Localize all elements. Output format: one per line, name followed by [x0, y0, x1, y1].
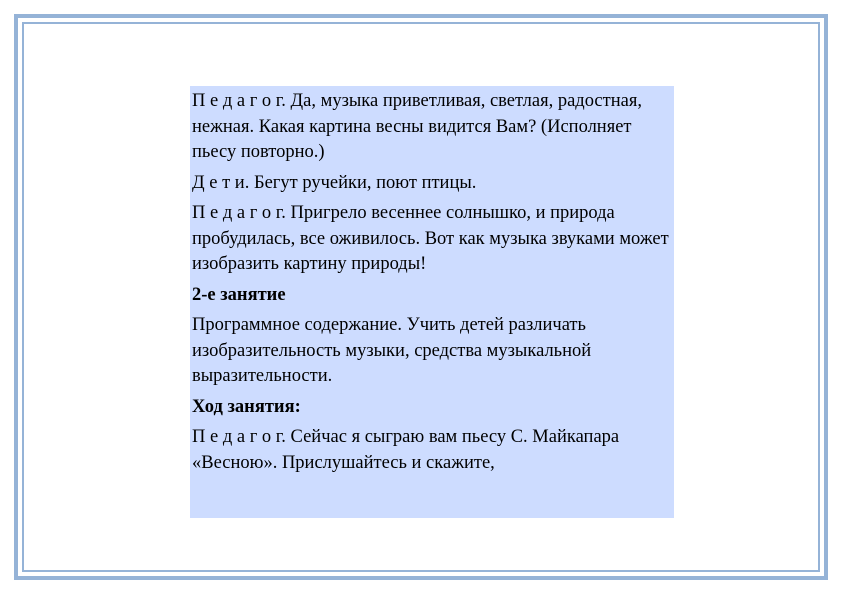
paragraph-teacher-1: П е д а г о г. Да, музыка приветливая, светлая, радостная, нежная. Какая картина весны видится Вам? (Исполняет пьесу повторно.)	[192, 91, 642, 162]
section-heading-lesson-2: 2-е занятие	[192, 284, 286, 305]
paragraph-teacher-2: П е д а г о г. Пригрело весеннее солнышко, и природа пробудилась, все оживилось. Вот как музыка звуками может изобразить картину природы!	[192, 203, 669, 274]
paragraph-children: Д е т и. Бегут ручейки, поют птицы.	[192, 172, 477, 193]
text-block	[190, 86, 674, 518]
section-heading-lesson-flow: Ход занятия:	[192, 396, 301, 417]
paragraph-program-content: Программное содержание. Учить детей различать изобразительность музыки, средства музыкальной выразительности.	[192, 315, 592, 386]
paragraph-teacher-3: П е д а г о г. Сейчас я сыграю вам пьесу С. Майкапара «Весною». Прислушайтесь и скажите,	[192, 427, 620, 473]
